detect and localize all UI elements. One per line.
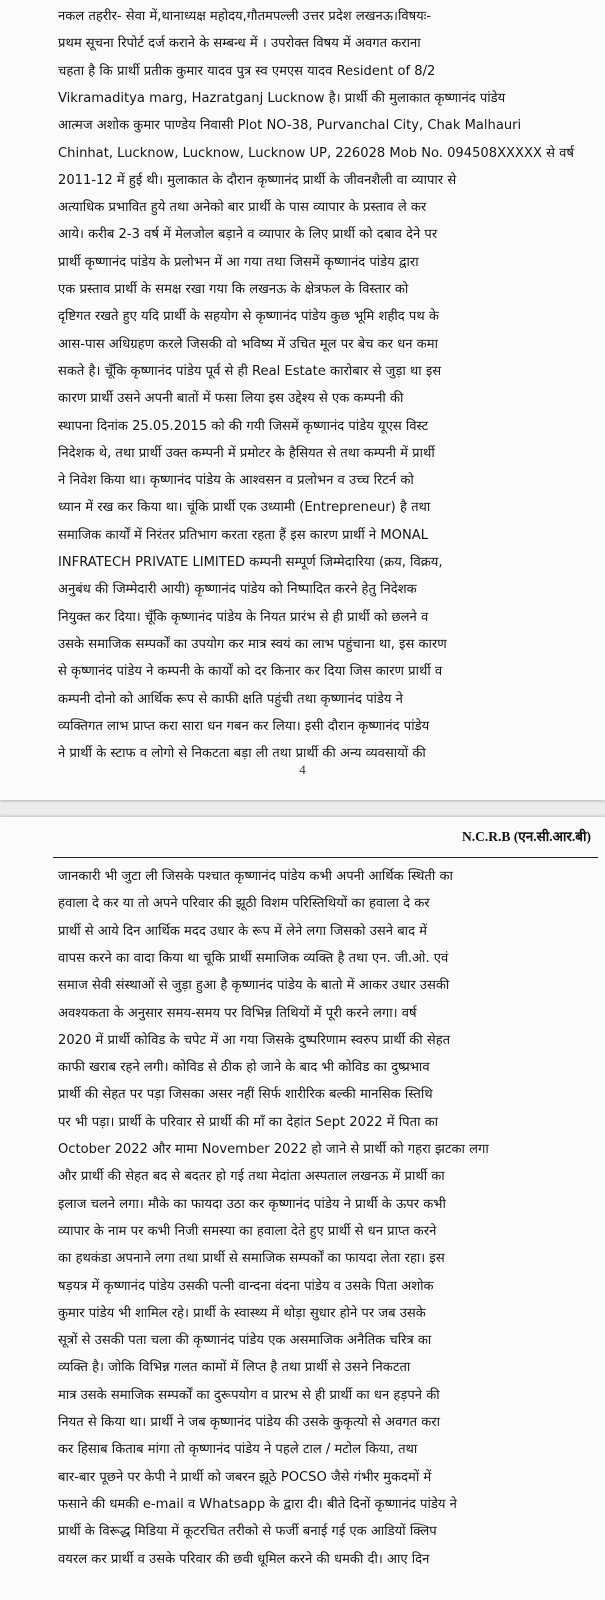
text-line: प्रार्थी से आये दिन आर्थिक मदद उधार के रूप में लेने लगा जिसको उसने बाद में	[58, 923, 428, 939]
text-line: 2020 में प्रार्थी कोविड के चपेट में आ गया जिसके दुष्परिणाम स्वरुप प्रार्थी की सेहत	[58, 1032, 451, 1048]
text-line: इलाज चलने लगा। मौके का फायदा उठा कर कृष्णानंद पांडेय ने प्रार्थी के ऊपर कभी	[58, 1196, 446, 1212]
text-line: कम्पनी दोनो को आर्थिक रूप से काफी क्षति पहुंची तथा कृष्णानंद पांडेय ने	[58, 691, 403, 707]
text-line: वापस करने का वादा किया था चूकि प्रार्थी समाजिक व्यक्ति है तथा एन. जी.ओ. एवं	[58, 950, 449, 966]
text-line: प्रथम सूचना रिपोर्ट दर्ज कराने के सम्बन्ध में । उपरोक्त विषय में अवगत कराना	[58, 36, 421, 52]
text-line: Chinhat, Lucknow, Lucknow, Lucknow UP, 226028 Mob No. 094508XXXXX से वर्ष	[58, 145, 574, 161]
document-page-2	[0, 817, 605, 1600]
text-line: October 2022 और मामा November 2022 हो जाने से प्रार्थी को गहरा झटका लगा	[58, 1142, 489, 1157]
header-rule	[53, 857, 598, 858]
text-line: काफी खराब रहने लगी। कोविड से ठीक हो जाने के बाद भी कोविड का दुष्प्रभाव	[58, 1060, 430, 1076]
text-line: प्रार्थी कृष्णानंद पांडेय के प्रलोभन में आ गया तथा जिसमें कृष्णानंद पांडेय द्वारा	[58, 254, 419, 270]
text-line: प्रार्थी की सेहत पर पड़ा जिसका असर नहीं सिर्फ शारीरिक बल्की मानसिक स्तिथि	[58, 1087, 433, 1103]
text-line: आये। करीब 2-3 वर्ष में मेलजोल बड़ाने व व्यापार के लिए प्रार्थी को दबाव देने पर	[58, 227, 438, 243]
text-line: सकते है। चूँकि कृष्णानंद पांडेय पूर्व से ही Real Estate कारोबार से जुड़ा था इस	[58, 363, 442, 379]
text-line: सूत्रों से उसकी पता चला की कृष्णानंद पांडेय एक असमाजिक अनैतिक चरित्र का	[58, 1333, 432, 1349]
text-line: दृष्टिगत रखते हुए यदि प्रार्थी के सहयोग से कृष्णानंद पांडेय कुछ भूमि शहीद पथ के	[58, 309, 439, 325]
text-line: वयरल कर प्रार्थी व उसके परिवार की छवी धूमिल करने की धमकी दी। आए दिन	[58, 1551, 430, 1567]
text-line: व्यक्तिगत लाभ प्राप्त करा सारा धन गबन कर लिया। इसी दौरान कृष्णानंद पांडेय	[58, 718, 430, 734]
text-line: समाज सेवी संस्थाओं से जुड़ा हुआ है कृष्णानंद पांडेय के बातो में आकर उधार उसकी	[58, 978, 450, 994]
text-line: अत्याधिक प्रभावित हुये तथा अनेको बार प्रार्थी के पास व्यापार के प्रस्ताव ले कर	[58, 200, 427, 216]
text-line: एक प्रस्ताव प्रार्थी के समक्ष रखा गया कि लखनऊ के क्षेत्रफल के विस्तार को	[58, 282, 409, 297]
text-line: समाजिक कार्यों में निरंतर प्रतिभाग करता रहता हैं इस कारण प्रार्थी ने MONAL	[58, 527, 428, 543]
text-line: अनुबंध की जिम्मेदारी आयी) कृष्णानंद पांडेय को निष्पादित करने हेतु निदेशक	[58, 582, 417, 598]
text-line: और प्रार्थी की सेहत बद से बदतर हो गई तथा मेदांता अस्पताल लखनऊ में प्रार्थी का	[58, 1169, 445, 1185]
text-line: ध्यान में रख कर किया था। चूंकि प्रार्थी एक उध्यामी (Entrepreneur) है तथा	[58, 500, 431, 516]
text-line: आत्मज अशोक कुमार पाण्डेय निवासी Plot NO-38, Purvanchal City, Chak Malhauri	[58, 118, 522, 134]
text-line: कुमार पांडेय भी शामिल रहे। प्रार्थी के स्वास्थ्य में थोड़ा सुधार होने पर जब उसके	[58, 1305, 426, 1321]
text-line: ने निवेश किया था। कृष्णानंद पांडेय के आश्वसन व प्रलोभन व उच्च रिटर्न को	[58, 473, 414, 489]
text-line: चहता है कि प्रार्थी प्रतीक कुमार यादव पुत्र स्व एमएस यादव Resident of 8/2	[58, 63, 436, 79]
text-line: नकल तहरीर- सेवा में,थानाध्यक्ष महोदय,गौतमपल्ली उत्तर प्रदेश लखनऊ।विषयः-	[58, 9, 432, 24]
ncrb-header: N.C.R.B (एन.सी.आर.बी)	[462, 829, 591, 844]
text-line: आस-पास अधिग्रहण करले जिसकी वो भविष्य में उचित मूल पर बेच कर धन कमा	[58, 336, 438, 352]
text-line: कर हिसाब किताब मांगा तो कृष्णानंद पांडेय ने पहले टाल / मटोल किया, तथा	[58, 1442, 418, 1458]
text-line: निदेशक थे, तथा प्रार्थी उक्त कम्पनी में प्रमोटर के हैसियत से तथा कम्पनी में प्रार्थी	[58, 445, 435, 461]
text-line: फसाने की धमकी e-mail व Whatsapp के द्वारा दी। बीते दिनों कृष्णानंद पांडेय ने	[58, 1496, 457, 1512]
text-line: षड़यत्र में कृष्णानंद पांडेय उसकी पत्नी वान्दना वंदना पांडेय व उसके पिता अशोक	[58, 1278, 434, 1294]
text-line: 2011-12 में हुई थी। मुलाकात के दौरान कृष्णानंद प्रार्थी के जीवनशैली वा व्यापार से	[58, 172, 457, 188]
text-line: अवश्यकता के अनुसार समय-समय पर विभिन्न तिथियों में पूरी करने लगा। वर्ष	[58, 1005, 417, 1021]
text-line: मात्र उसके समाजिक सम्पर्कों का दुरूपयोग व प्रारभ से ही प्रार्थी का धन हड़पने की	[58, 1387, 440, 1403]
text-line: नियत से किया था। प्रार्थी ने जब कृष्णानंद पांडेय की उसके कुकृत्यो से अवगत करा	[58, 1415, 441, 1430]
text-line: Vikramaditya marg, Hazratganj Lucknow है। प्रार्थी की मुलाकात कृष्णानंद पांडेय	[58, 90, 506, 106]
text-line: व्यापार के नाम पर कभी निजी समस्या का हवाला देते हुए प्रार्थी से धन प्राप्त करने	[58, 1223, 437, 1239]
text-line: स्थापना दिनांक 25.05.2015 को की गयी जिसमें कृष्णानंद पांडेय यूएस विस्ट	[58, 418, 429, 434]
text-line: बार-बार पूछने पर केपी ने प्रार्थी को जबरन झूठे POCSO जैसे गंभीर मुकदमों में	[58, 1469, 432, 1485]
text-line: पर भी पड़ा। प्रार्थी के परिवार से प्रार्थी की माँ का देहांत Sept 2022 में पिता का	[58, 1114, 439, 1130]
text-line: से कृष्णानंद पांडेय ने कम्पनी के कार्यों को दर किनार कर दिया जिस कारण प्रार्थी व	[58, 664, 443, 680]
text-line: ने प्रार्थी के स्टाफ व लोगो से निकटता बड़ा ली तथा प्रार्थी की अन्य व्यवसायों की	[58, 746, 426, 762]
text-line: जानकारी भी जुटा ली जिसके पश्चात कृष्णानंद पांडेय कभी अपनी आर्थिक स्थिती का	[58, 869, 453, 884]
text-line: कारण प्रार्थी उसने अपनी बातों में फसा लिया इस उद्देश्य से एक कम्पनी की	[58, 391, 404, 407]
text-line: का हथकंडा अपनाने लगा तथा प्रार्थी से समाजिक सम्पर्कों का फायदा लेता रहा। इस	[58, 1251, 445, 1267]
text-line: INFRATECH PRIVATE LIMITED कम्पनी सम्पूर्ण जिम्मेदारिया (क्रय, विक्रय,	[58, 555, 443, 570]
text-line: नियुक्त कर दिया। चूँकि कृष्णानंद पांडेय के नियत प्रारंभ से ही प्रार्थी को छलने व	[58, 609, 429, 625]
text-line: व्यक्ति है। जोकि विभिन्न गलत कामों में लिप्त है तथा प्रार्थी से उसने निकटता	[58, 1360, 411, 1376]
text-line: प्रार्थी के विरूद्ध मिडिया में कूटरचित तरीको से फर्जी बनाई गई एक आडियों क्लिप	[58, 1524, 437, 1540]
page-number: 4	[299, 762, 306, 777]
text-line: हवाला दे कर या तो अपने परिवार की झूठी विशम परिस्तिथियों का हवाला दे कर	[58, 896, 430, 912]
text-line: उसके समाजिक सम्पर्कों का उपयोग कर मात्र स्वयं का लाभ पहुंचाना था, इस कारण	[58, 636, 447, 652]
